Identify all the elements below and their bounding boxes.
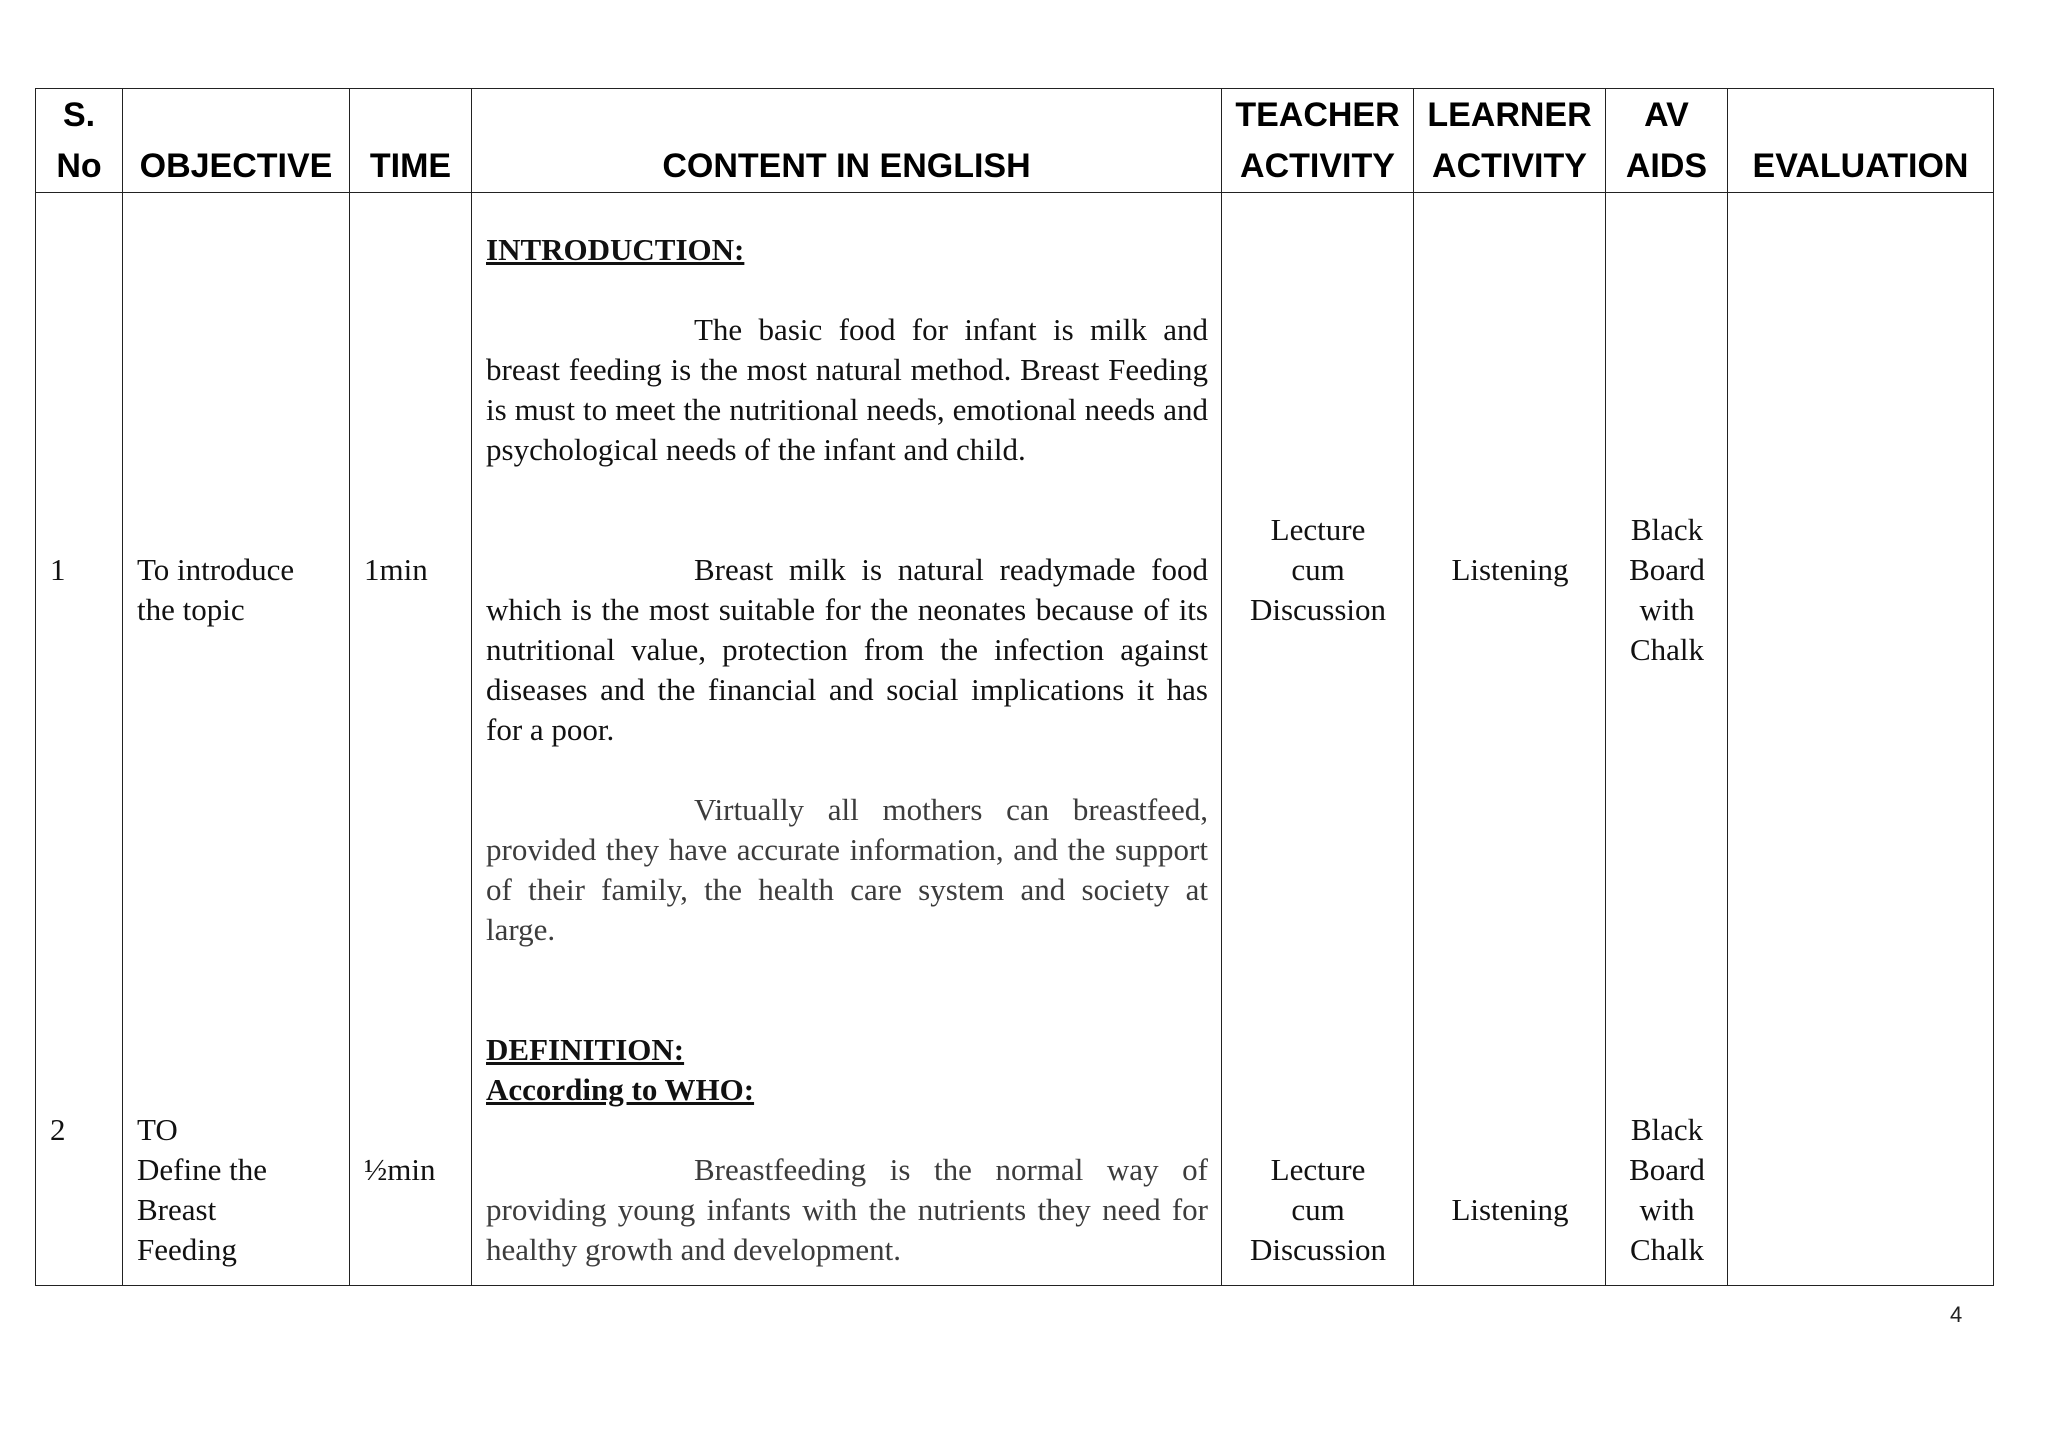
sno-cell xyxy=(36,193,123,1286)
learner-activity-cell xyxy=(1414,193,1606,1286)
definition-heading: DEFINITION: xyxy=(486,1032,685,1067)
row2-objective: TO Define the Breast Feeding xyxy=(137,1112,267,1267)
row1-av-aids: Black Board with Chalk xyxy=(1629,512,1705,667)
table-row xyxy=(36,193,1994,1286)
header-learner-activity: LEARNER ACTIVITY xyxy=(1414,89,1606,193)
row2-av-aids: Black Board with Chalk xyxy=(1629,1112,1705,1267)
row1-teacher-activity: Lecture cum Discussion xyxy=(1249,512,1387,627)
row1-learner-activity: Listening xyxy=(1451,552,1569,587)
header-av-aids: AV AIDS xyxy=(1606,89,1728,193)
av-aids-cell xyxy=(1606,193,1728,1286)
header-time: TIME xyxy=(350,89,472,193)
intro-paragraph-2: Breast milk is natural readymade food which is the most suitable for the neonates because of its nutritional value, protection from the infection against diseases and the financial and social implications it has for a poor. xyxy=(486,552,1208,747)
header-teacher-activity: TEACHER ACTIVITY xyxy=(1222,89,1414,193)
header-content: CONTENT IN ENGLISH xyxy=(472,89,1222,193)
lesson-plan-table xyxy=(35,88,1994,1286)
time-cell xyxy=(350,193,472,1286)
content-cell xyxy=(472,193,1222,1286)
evaluation-cell xyxy=(1728,193,1994,1286)
row1-sno: 1 xyxy=(50,552,66,587)
header-row xyxy=(36,89,1994,193)
intro-paragraph-3: Virtually all mothers can breastfeed, provided they have accurate information, and the support of their family, the health care system and society at large. xyxy=(486,792,1208,947)
teacher-activity-cell xyxy=(1222,193,1414,1286)
intro-paragraph-1: The basic food for infant is milk and breast feeding is the most natural method. Breast Feeding is must to meet the nutritional needs, emotional needs and psychological needs of the infant and child. xyxy=(486,312,1208,467)
objective-cell xyxy=(123,193,350,1286)
row2-learner-activity: Listening xyxy=(1451,1192,1569,1227)
header-sno: S. No xyxy=(36,89,123,193)
header-objective: OBJECTIVE xyxy=(123,89,350,193)
row2-sno: 2 xyxy=(50,1112,66,1147)
row1-objective: To introduce the topic xyxy=(137,552,295,627)
definition-paragraph: Breastfeeding is the normal way of providing young infants with the nutrients they need for healthy growth and development. xyxy=(486,1152,1208,1267)
row2-time: ½min xyxy=(364,1152,436,1187)
introduction-heading: INTRODUCTION: xyxy=(486,232,745,267)
header-evaluation: EVALUATION xyxy=(1728,89,1994,193)
row1-time: 1min xyxy=(364,552,428,587)
page-number: 4 xyxy=(1950,1302,1963,1327)
definition-subheading: According to WHO: xyxy=(486,1072,755,1107)
row2-teacher-activity: Lecture cum Discussion xyxy=(1249,1152,1387,1267)
